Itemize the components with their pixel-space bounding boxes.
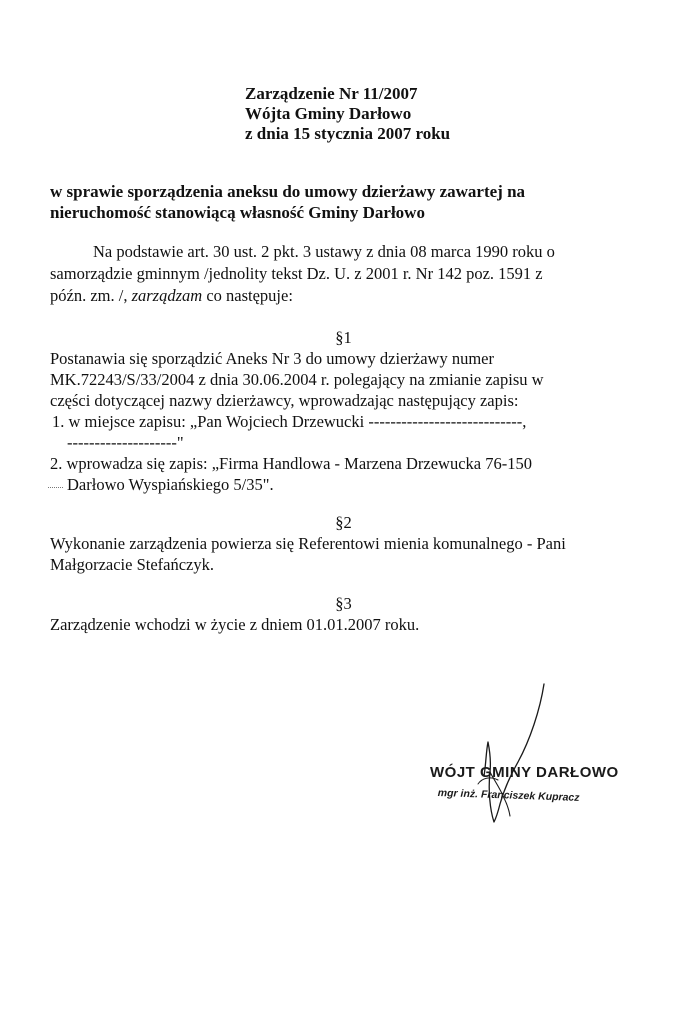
signature-icon [460,680,570,830]
section-1-heading: §1 [335,328,352,347]
section-3-heading: §3 [335,594,352,613]
section-2-line-1: Wykonanie zarządzenia powierza się Referentowi mienia komunalnego - Pani [50,534,566,553]
section-3-line-1: Zarządzenie wchodzi w życie z dniem 01.01.2007 roku. [50,615,420,634]
preamble-zarzadzam: zarządzam [131,286,203,305]
dotted-mark [48,487,63,488]
preamble-line-1: Na podstawie art. 30 ust. 2 pkt. 3 ustawy z dnia 08 marca 1990 roku o [93,242,555,261]
preamble-text-a: późn. zm. /, [50,286,132,305]
section-1-line-1: Postanawia się sporządzić Aneks Nr 3 do umowy dzierżawy numer [50,349,495,368]
decree-date: z dnia 15 stycznia 2007 roku [245,124,451,143]
section-2-line-2: Małgorzacie Stefańczyk. [50,555,215,574]
decree-issuer: Wójta Gminy Darłowo [245,104,412,123]
list-item-2-line-1: 2. wprowadza się zapis: „Firma Handlowa - Marzena Drzewucka 76-150 [50,454,532,473]
subject-line-2: nieruchomość stanowiącą własność Gminy Darłowo [50,203,425,222]
list-item-1-line-2: --------------------" [67,433,184,452]
subject-line-1: w sprawie sporządzenia aneksu do umowy dzierżawy zawartej na [50,182,526,201]
section-1-line-2: MK.72243/S/33/2004 z dnia 30.06.2004 r. polegający na zmianie zapisu w [50,370,544,389]
preamble-line-2: samorządzie gminnym /jednolity tekst Dz. U. z 2001 r. Nr 142 poz. 1591 z [50,264,543,283]
list-item-2-line-2: Darłowo Wyspiańskiego 5/35". [67,475,274,494]
list-item-1-line-1: 1. w miejsce zapisu: „Pan Wojciech Drzewucki ----------------------------, [52,412,527,431]
stamp-title: WÓJT GMINY DARŁOWO [430,764,619,781]
preamble-line-3 [50,286,293,306]
stamp-name: mgr inż. Franciszek Kupracz [437,787,580,804]
preamble-text-c: co następuje: [202,286,293,305]
decree-number: Zarządzenie Nr 11/2007 [245,84,418,103]
section-2-heading: §2 [335,513,352,532]
section-1-line-3: części dotyczącej nazwy dzierżawcy, wprowadzając następujący zapis: [50,391,519,410]
